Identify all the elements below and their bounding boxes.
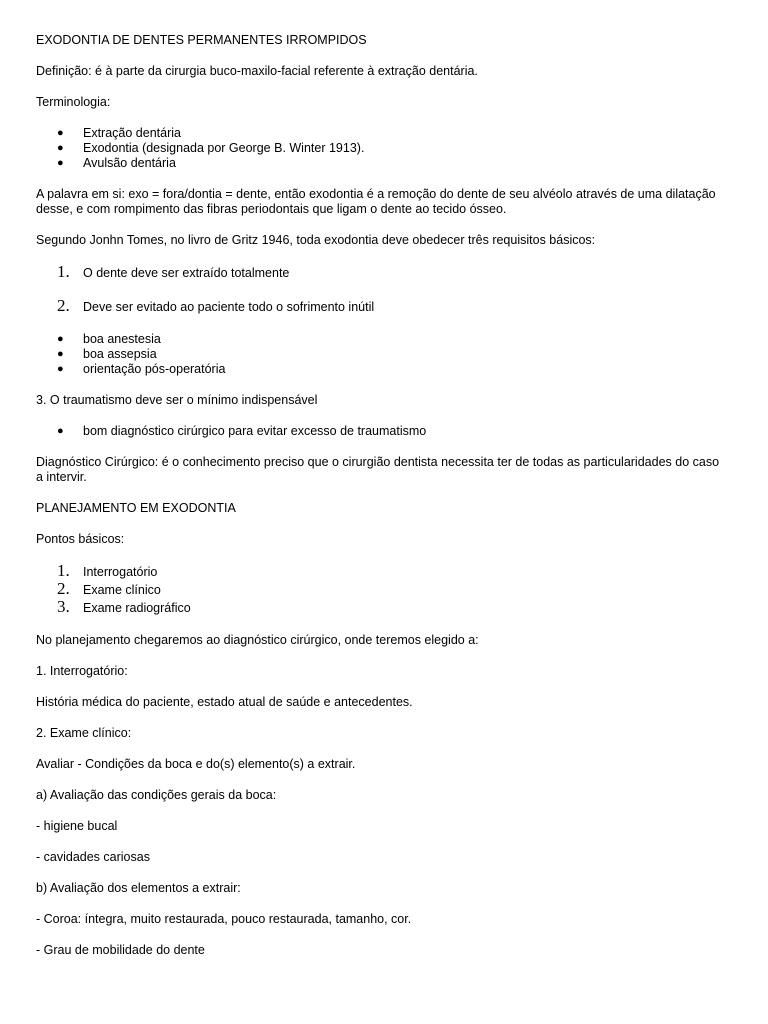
document-page [36,33,726,974]
bullet-icon: ● [57,425,64,437]
terminology-list [36,126,726,171]
basic-points-list [36,563,726,617]
list-item-text: Avulsão dentária [83,156,176,170]
bullet-icon: ● [57,157,64,169]
diagnosis-paragraph: Diagnóstico Cirúrgico: é o conhecimento preciso que o cirurgião dentista necessita ter de todas as particularidades do caso a intervir. [36,455,720,484]
list-item-text: Exame radiográfico [83,601,191,615]
cavities-line: - cavidades cariosas [36,850,150,864]
bullet-icon: ● [57,363,64,375]
evaluation-a-heading: a) Avaliação das condições gerais da boca: [36,788,277,802]
list-item-text: Extração dentária [83,126,181,140]
list-item-text: bom diagnóstico cirúrgico para evitar excesso de traumatismo [83,424,427,438]
planning-paragraph: No planejamento chegaremos ao diagnóstico cirúrgico, onde teremos elegido a: [36,633,479,647]
bullet-icon: ● [57,333,64,345]
list-number: 2. [57,296,70,315]
requirements-intro: Segundo Jonhn Tomes, no livro de Gritz 1946, toda exodontia deve obedecer três requisitos básicos: [36,233,596,247]
list-number: 1. [57,561,70,580]
bullet-icon: ● [57,348,64,360]
list-item [36,126,726,141]
history-paragraph: História médica do paciente, estado atual de saúde e antecedentes. [36,695,413,709]
list-item [36,141,726,156]
list-item [36,332,726,347]
list-item-text: Deve ser evitado ao paciente todo o sofrimento inútil [83,300,375,314]
interrogation-heading: 1. Interrogatório: [36,664,128,678]
list-item-text: Exodontia (designada por George B. Winter 1913). [83,141,365,155]
list-item [36,264,726,282]
planning-title: PLANEJAMENTO EM EXODONTIA [36,501,236,515]
list-item-text: O dente deve ser extraído totalmente [83,266,290,280]
trauma-list [36,424,726,439]
definition-paragraph: Definição: é à parte da cirurgia buco-maxilo-facial referente à extração dentária. [36,64,478,78]
oral-hygiene-line: - higiene bucal [36,819,118,833]
list-item [36,156,726,171]
list-item [36,362,726,377]
list-item [36,298,726,316]
list-item [36,581,726,599]
list-item [36,563,726,581]
list-number: 2. [57,579,70,598]
list-item-text: Interrogatório [83,565,158,579]
requirements-list [36,264,726,316]
bullet-icon: ● [57,127,64,139]
suffering-list [36,332,726,377]
list-number: 3. [57,597,70,616]
bullet-icon: ● [57,142,64,154]
word-meaning-paragraph: A palavra em si: exo = fora/dontia = dente, então exodontia é a remoção do dente de seu alvéolo através de uma dilatação desse, e com rompimento das fibras periodontais que ligam o dente ao tecido ósseo. [36,187,716,216]
basic-points-label: Pontos básicos: [36,532,125,546]
clinical-exam-heading: 2. Exame clínico: [36,726,132,740]
list-item [36,347,726,362]
list-item-text: orientação pós-operatória [83,362,226,376]
evaluation-b-heading: b) Avaliação dos elementos a extrair: [36,881,241,895]
list-item-text: boa anestesia [83,332,161,346]
requirement-three: 3. O traumatismo deve ser o mínimo indispensável [36,393,318,407]
list-item-text: Exame clínico [83,583,161,597]
list-item [36,599,726,617]
terminology-label: Terminologia: [36,95,111,109]
list-item-text: boa assepsia [83,347,157,361]
list-number: 1. [57,262,70,281]
evaluate-paragraph: Avaliar - Condições da boca e do(s) elemento(s) a extrair. [36,757,356,771]
mobility-line: - Grau de mobilidade do dente [36,943,205,957]
document-title: EXODONTIA DE DENTES PERMANENTES IRROMPIDOS [36,33,367,47]
crown-line: - Coroa: íntegra, muito restaurada, pouco restaurada, tamanho, cor. [36,912,412,926]
list-item [36,424,726,439]
